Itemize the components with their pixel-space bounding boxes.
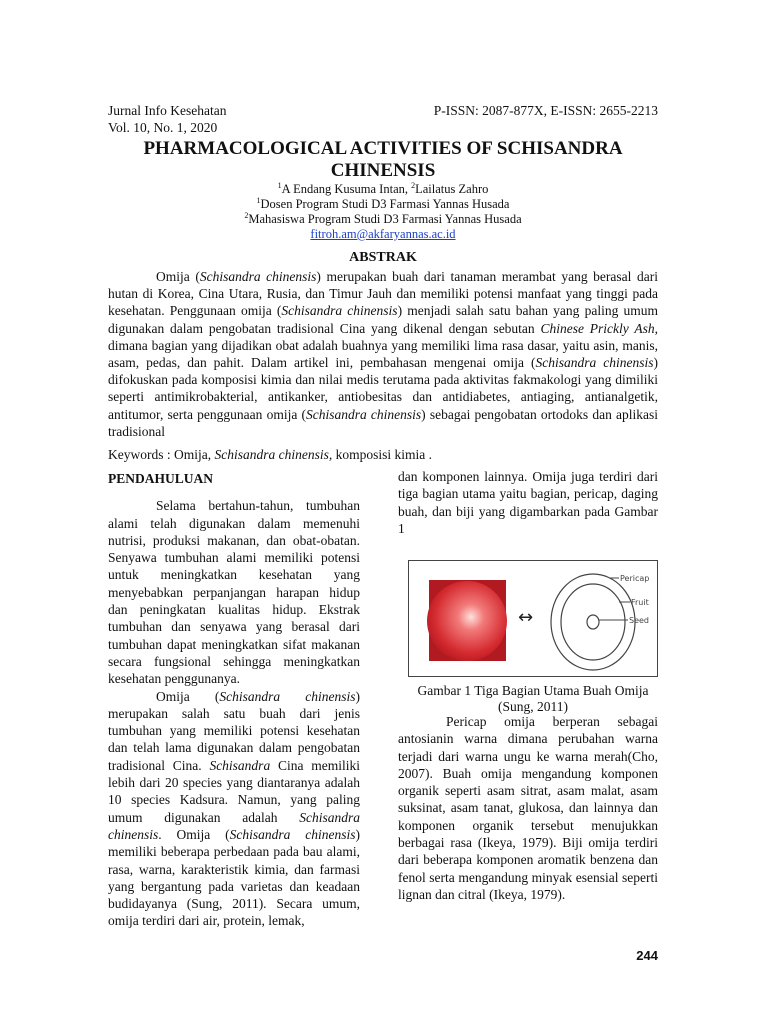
affiliation-1-text: Dosen Program Studi D3 Farmasi Yannas Husada (260, 197, 510, 211)
intro-p2-text-4: . Omija ( (158, 826, 230, 842)
intro-p2-italic-1: Schisandra chinensis (219, 688, 356, 704)
figure-1-illustration (409, 561, 657, 676)
author1-name: A Endang Kusuma Intan, (281, 182, 412, 196)
keywords-text-1: Keywords : Omija, (108, 447, 215, 462)
paper-title-line2: CHINENSIS (330, 160, 436, 181)
journal-volume: Vol. 10, No. 1, 2020 (108, 120, 218, 135)
right-column-bottom (398, 713, 658, 903)
paper-title (108, 138, 658, 182)
abstract-text-4: , dimana bagian yang dijadikan obat adalah buahnya yang memiliki lima rasa dasar, yaitu asin, manis, asam, pedas, dan pahit. Dalam artikel ini, pembahasan mengenai omija ( (108, 320, 658, 371)
section-heading-pendahuluan: PENDAHULUAN (108, 471, 214, 486)
author-list (108, 182, 658, 197)
pericap-label: Pericap (620, 574, 650, 583)
abstract-text-1: Omija ( (156, 269, 200, 284)
paper-title-line1: PHARMACOLOGICAL ACTIVITIES OF SCHISANDRA (143, 138, 623, 159)
keywords-italic: Schisandra chinensis, (214, 447, 333, 462)
journal-issn: P-ISSN: 2087-877X, E-ISSN: 2655-2213 (433, 103, 658, 118)
seed-label: Seed (629, 616, 649, 625)
right-paragraph-2: Pericap omija berperan sebagai antosianin warna dimana perubahan warna terjadi dari warna ungu ke warna merah(Cho, 2007). Buah omija mengandung komponen organik seperti asam sitrat, asam malat, asam suksinat, asam tanat, glukosa, dan lainnya dan komponen organik tersebut menujukkan berbagai rasa (Ikeya, 1979). Biji omija terdiri dari beberapa komponen aromatik benzena dan fenol serta mengandung minyak esensial seperti lignan dan citral (Ikeya, 1979). (398, 714, 658, 902)
affiliation-2 (108, 212, 658, 227)
abstract-text-6: ) sebagai pengobatan ortodoks dan aplikasi tradisional (108, 406, 658, 439)
seed-circle (587, 615, 599, 629)
author-email-link[interactable]: fitroh.am@akfaryannas.ac.id (310, 227, 456, 241)
email-line (108, 227, 658, 242)
left-column (108, 470, 360, 930)
abstract-italic-4: Schisandra chinensis (535, 355, 654, 371)
intro-p2-italic-4: Schisandra chinensis (229, 826, 356, 842)
page-number: 244 (636, 948, 658, 963)
keywords (108, 446, 658, 463)
intro-p2-italic-2: Schisandra (209, 757, 271, 773)
author2-sup: 2 (411, 180, 416, 190)
intro-paragraph-2 (108, 688, 360, 930)
abstract-heading: ABSTRAK (349, 250, 417, 265)
double-arrow-icon: ↔ (518, 607, 534, 628)
keywords-text-2: komposisi kimia . (332, 447, 432, 462)
affiliation-2-sup: 2 (244, 210, 249, 220)
abstract-italic-1: Schisandra chinensis (199, 269, 317, 284)
figure-1 (408, 560, 658, 677)
pericap-ring (551, 574, 635, 670)
fruit-label: Fruit (631, 598, 649, 607)
right-paragraph-1: dan komponen lainnya. Omija juga terdiri dari tiga bagian utama yaitu bagian, pericap, daging buah, dan biji yang digambarkan pada Gambar 1 (398, 469, 658, 536)
figure-1-caption (398, 683, 668, 715)
fruit-ring (561, 584, 625, 660)
intro-p2-text-2: ) merupakan salah satu buah dari jenis tumbuhan yang memiliki potensi kesehatan dan telah lama digunakan dalam pengobatan tradisional Cina. (108, 688, 360, 773)
affiliation-1 (108, 197, 658, 212)
abstract-text-5: ) difokuskan pada komposisi kimia dan nilai medis terutama pada aktivitas fakmakologi yang dimiliki seperti antimikrobakterial, antikanker, antiobesitas dan antidiabetes, antiaging, antianalgetik, antitumor, serta penggunaan omija ( (108, 355, 658, 422)
author2-name: Lailatus Zahro (415, 182, 489, 196)
figure-1-caption-line1: Gambar 1 Tiga Bagian Utama Buah Omija (417, 683, 649, 698)
abstract-body (108, 268, 658, 440)
omija-fruit-photo (427, 581, 507, 661)
figure-1-caption-line2: (Sung, 2011) (498, 699, 568, 714)
abstract-italic-5: Schisandra chinensis (306, 406, 422, 422)
affiliation-1-sup: 1 (256, 195, 261, 205)
intro-p2-italic-3: Schisandra chinensis (108, 809, 360, 842)
intro-p2-text-5: ) memiliki beberapa perbedaan pada bau alami, rasa, warna, karakteristik kimia, dan farmasi yang bergantung pada varietas dan keadaan budidayanya (Sung, 2011). Secara umum, omija terdiri dari air, protein, lemak, (108, 826, 360, 929)
abstract-paragraph (108, 268, 658, 440)
journal-name: Jurnal Info Kesehatan (108, 103, 227, 118)
abstract-italic-3: Chinese Prickly Ash (540, 320, 655, 336)
intro-paragraph-1: Selama bertahun-tahun, tumbuhan alami telah digunakan dalam memenuhi nutrisi, produksi makanan, dan obat-obatan. Senyawa tumbuhan alami memiliki potensi untuk meningkatkan kesehatan yang menyebabkan perpanjangan harapan hidup dan peningkatan kualitas hidup. Ekstrak tumbuhan dan senyawa yang berasal dari tumbuhan dapat meningkatkan sifat makanan secara fungsional sehingga meningkatkan kesehatan penggunanya. (108, 498, 360, 687)
affiliation-2-text: Mahasiswa Program Studi D3 Farmasi Yannas Husada (248, 212, 522, 226)
abstract-text-2: ) merupakan buah dari tanaman merambat yang berasal dari hutan di Korea, Cina Utara, Rusia, dan Timur Jauh dan memiliki potensi manfaat yang tinggi pada kesehatan. Penggunaan omija ( (108, 269, 658, 319)
intro-p2-text-1: Omija ( (156, 688, 220, 704)
abstract-text-3: ) menjadi salah satu bahan yang paling umum digunakan dalam pengobatan tradisional Cina yang dikenal dengan sebutan (108, 303, 659, 336)
author1-sup: 1 (277, 180, 282, 190)
abstract-italic-2: Schisandra chinensis (281, 303, 398, 319)
right-column-top (398, 468, 658, 537)
intro-p2-text-3: Cina memiliki lebih dari 20 species yang diantaranya adalah 10 species Kadsura. Namun, yang paling umum digunakan adalah (108, 757, 361, 825)
